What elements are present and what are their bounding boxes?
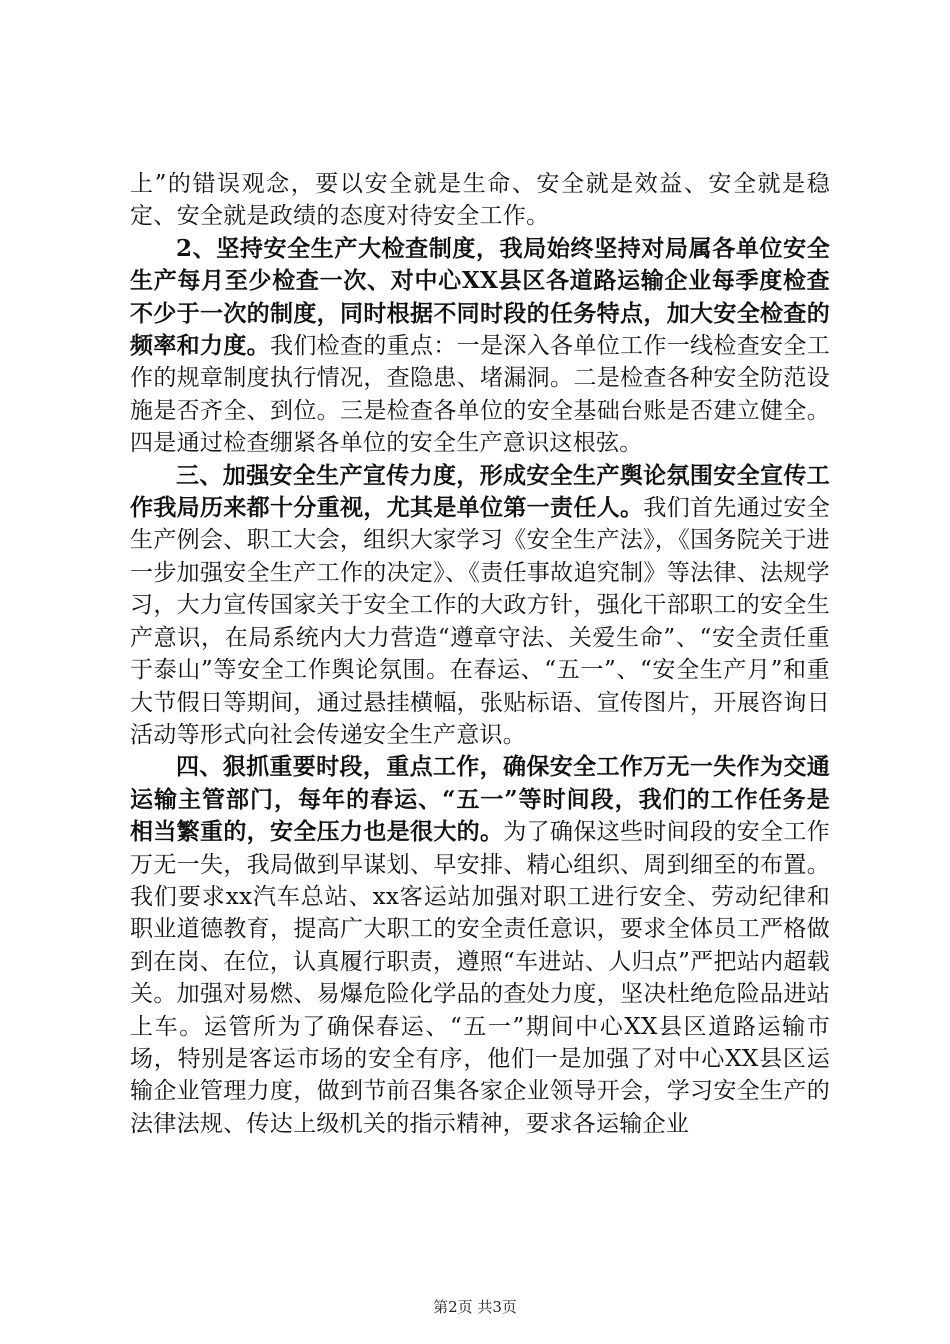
- paragraph-text: 我们检查的重点：一是深入各单位工作一线检查安全工作的规章制度执行情况，查隐患、堵漏洞。二是检查各种安全防范设施是否齐全、到位。三是检查各单位的安全基础台账是否建立健全。四是通过检查绷紧各单位的安全生产意识这根弦。: [130, 333, 830, 457]
- paragraph-safety-publicity: [130, 460, 830, 752]
- paragraph-continuation: [130, 168, 830, 233]
- paragraph-lead: 2、坚持安全生产大检查制度，我局始终坚持对局属各单位安全生产每月至少检查一次、对中心XX县区各道路运输企业每季度检查不少于一次的制度，同时根据不同时段的任务特点，加大安全检查的频率和力度。: [130, 234, 830, 360]
- paragraph-key-periods: [130, 751, 830, 1140]
- paragraph-lead: 三、加强安全生产宣传力度，形成安全生产舆论氛围安全宣传工作我局历来都十分重视，尤其是单位第一责任人。: [130, 461, 830, 522]
- page-number-footer: 第2页 共3页: [433, 1298, 517, 1316]
- paragraph-text: 为了确保这些时间段的安全工作万无一失，我局做到早谋划、早安排、精心组织、周到细至的布置。我们要求xx汽车总站、xx客运站加强对职工进行安全、劳动纪律和职业道德教育，提高广大职工的安全责任意识，要求全体员工严格做到在岗、在位，认真履行职责，遵照“车进站、人归点”严把站内超载关。加强对易燃、易爆危险化学品的查处力度，坚决杜绝危险品进站上车。运管所为了确保春运、“五一”期间中心XX县区道路运输市场，特别是客运市场的安全有序，他们一是加强了对中心XX县区运输企业管理力度，做到节前召集各家企业领导开会，学习安全生产的法律法规、传达上级机关的指示精神，要求各运输企业: [130, 819, 830, 1137]
- paragraph-text: 上”的错误观念，要以安全就是生命、安全就是效益、安全就是稳定、安全就是政绩的态度对待安全工作。: [130, 171, 830, 230]
- document-body: [130, 168, 830, 1140]
- paragraph-inspection-system: [130, 233, 830, 460]
- paragraph-lead: 四、狠抓重要时段，重点工作，确保安全工作万无一失作为交通运输主管部门，每年的春运、“五一”等时间段，我们的工作任务是相当繁重的，安全压力也是很大的。: [130, 753, 830, 846]
- paragraph-text: 我们首先通过安全生产例会、职工大会，组织大家学习《安全生产法》，《国务院关于进一步加强安全生产工作的决定》、《责任事故追究制》等法律、法规学习，大力宣传国家关于安全工作的大政方针，强化干部职工的安全生产意识，在局系统内大力营造“遵章守法、关爱生命”、“安全责任重于泰山”等安全工作舆论氛围。在春运、“五一”、“安全生产月”和重大节假日等期间，通过悬挂横幅，张贴标语、宣传图片，开展咨询日活动等形式向社会传递安全生产意识。: [130, 495, 830, 748]
